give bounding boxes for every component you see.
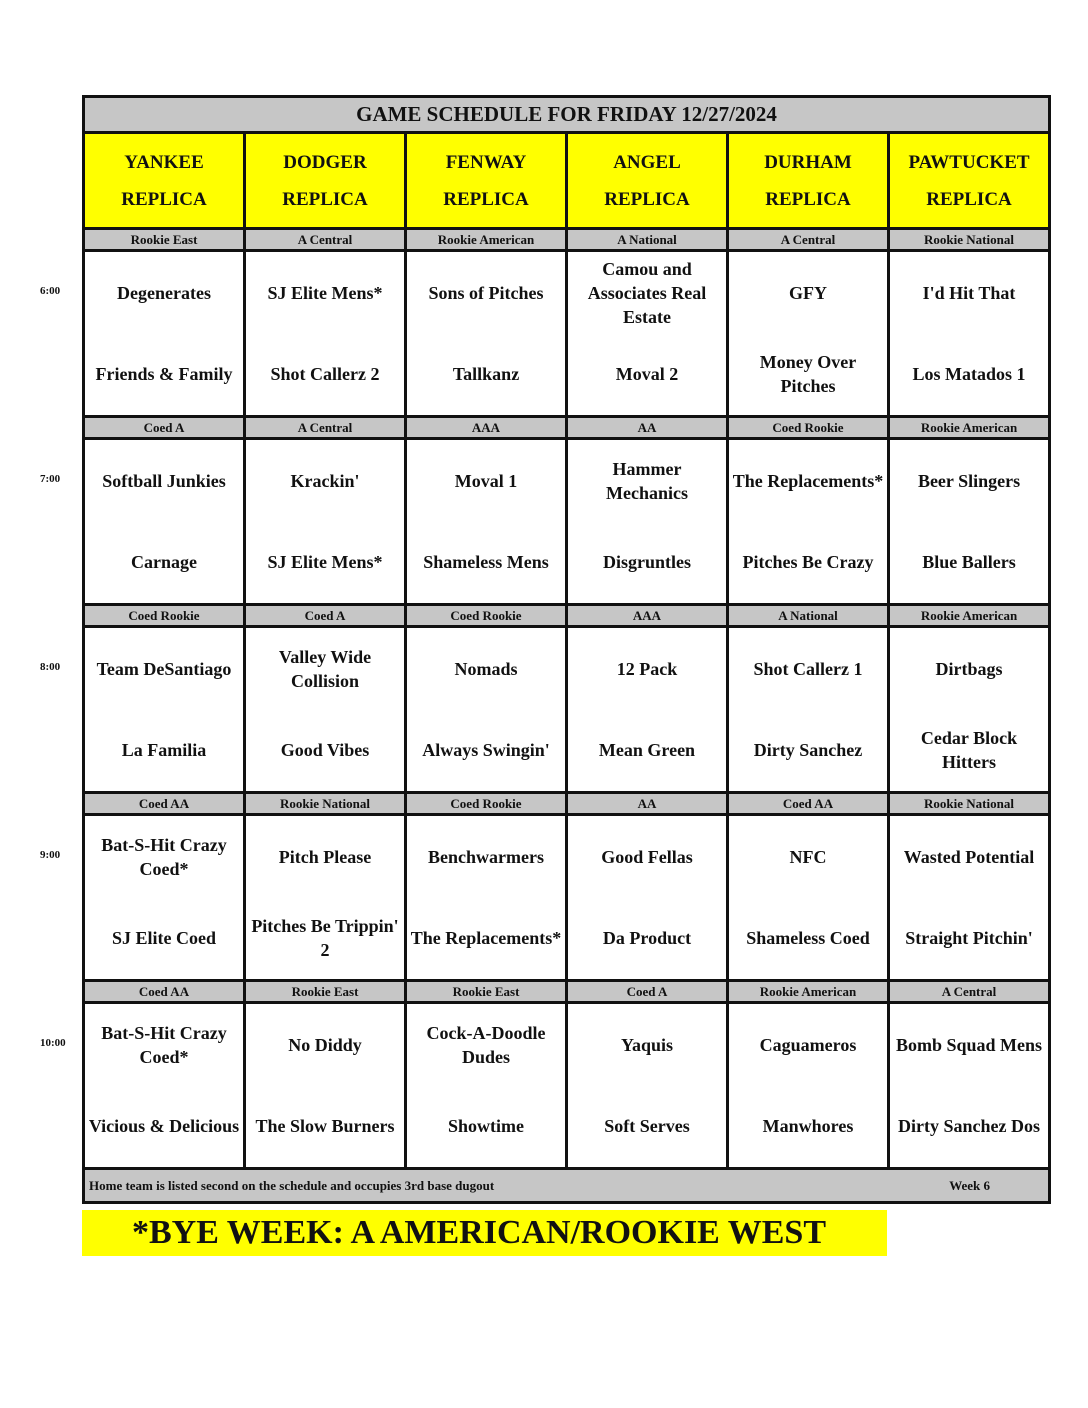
away-team-cell: I'd Hit That <box>889 251 1050 334</box>
home-team-row <box>84 334 1050 417</box>
division-cell: Rookie East <box>245 981 406 1003</box>
away-team-cell: Bomb Squad Mens <box>889 1003 1050 1086</box>
schedule-title: GAME SCHEDULE FOR FRIDAY 12/27/2024 <box>84 97 1050 133</box>
home-team-cell: Friends & Family <box>84 334 245 417</box>
division-row <box>84 981 1050 1003</box>
home-team-cell: Vicious & Delicious <box>84 1086 245 1169</box>
home-team-cell: Showtime <box>406 1086 567 1169</box>
division-cell: A National <box>728 605 889 627</box>
home-team-cell: Los Matados 1 <box>889 334 1050 417</box>
division-cell: Rookie American <box>889 417 1050 439</box>
away-team-row <box>84 815 1050 898</box>
field-header <box>84 133 245 229</box>
away-team-cell: Krackin' <box>245 439 406 522</box>
away-team-cell: GFY <box>728 251 889 334</box>
home-team-cell: Shot Callerz 2 <box>245 334 406 417</box>
division-cell: Coed AA <box>84 793 245 815</box>
title-row <box>84 97 1050 133</box>
home-team-row <box>84 522 1050 605</box>
home-team-cell: La Familia <box>84 710 245 793</box>
division-cell: Rookie American <box>889 605 1050 627</box>
division-cell: AA <box>567 793 728 815</box>
away-team-cell: Softball Junkies <box>84 439 245 522</box>
schedule-table <box>82 95 1051 1204</box>
away-team-cell: Bat-S-Hit Crazy Coed* <box>84 815 245 898</box>
division-cell: Rookie National <box>889 229 1050 251</box>
time-slot-label: 10:00 <box>40 1037 66 1049</box>
home-team-cell: Tallkanz <box>406 334 567 417</box>
division-cell: Rookie National <box>889 793 1050 815</box>
home-team-cell: Money Over Pitches <box>728 334 889 417</box>
division-row <box>84 605 1050 627</box>
footer-row <box>84 1169 1050 1203</box>
field-name: ANGEL <box>613 151 681 173</box>
away-team-cell: Bat-S-Hit Crazy Coed* <box>84 1003 245 1086</box>
home-team-cell: The Slow Burners <box>245 1086 406 1169</box>
division-cell: AA <box>567 417 728 439</box>
division-cell: AAA <box>406 417 567 439</box>
away-team-cell: Good Fellas <box>567 815 728 898</box>
home-team-cell: Dirty Sanchez <box>728 710 889 793</box>
home-team-cell: Carnage <box>84 522 245 605</box>
away-team-cell: Beer Slingers <box>889 439 1050 522</box>
away-team-cell: Camou and Associates Real Estate <box>567 251 728 334</box>
division-cell: Rookie East <box>84 229 245 251</box>
week-label: Week 6 <box>949 1177 991 1193</box>
away-team-cell: Shot Callerz 1 <box>728 627 889 710</box>
home-team-cell: Straight Pitchin' <box>889 898 1050 981</box>
away-team-cell: Hammer Mechanics <box>567 439 728 522</box>
away-team-row <box>84 627 1050 710</box>
field-sub: REPLICA <box>765 188 851 210</box>
field-name: DODGER <box>283 151 367 173</box>
home-team-cell: Da Product <box>567 898 728 981</box>
division-cell: Coed Rookie <box>84 605 245 627</box>
away-team-cell: Moval 1 <box>406 439 567 522</box>
division-cell: Coed A <box>567 981 728 1003</box>
field-name: FENWAY <box>445 151 527 173</box>
away-team-cell: Pitch Please <box>245 815 406 898</box>
division-cell: Coed A <box>84 417 245 439</box>
home-team-cell: Dirty Sanchez Dos <box>889 1086 1050 1169</box>
division-cell: A Central <box>889 981 1050 1003</box>
division-cell: A Central <box>245 417 406 439</box>
home-team-row <box>84 1086 1050 1169</box>
division-cell: Rookie East <box>406 981 567 1003</box>
field-sub: REPLICA <box>926 188 1012 210</box>
away-team-cell: SJ Elite Mens* <box>245 251 406 334</box>
away-team-row <box>84 439 1050 522</box>
away-team-row <box>84 251 1050 334</box>
field-header <box>406 133 567 229</box>
home-team-cell: Mean Green <box>567 710 728 793</box>
home-team-note: Home team is listed second on the schedule and occupies 3rd base dugout <box>89 1177 495 1193</box>
time-slot-label: 9:00 <box>40 849 61 861</box>
field-name: YANKEE <box>124 151 204 173</box>
home-team-cell: Pitches Be Crazy <box>728 522 889 605</box>
division-cell: A Central <box>245 229 406 251</box>
division-cell: Coed AA <box>84 981 245 1003</box>
division-cell: Rookie American <box>406 229 567 251</box>
field-name: PAWTUCKET <box>908 151 1030 173</box>
division-row <box>84 793 1050 815</box>
away-team-cell: Yaquis <box>567 1003 728 1086</box>
home-team-cell: Good Vibes <box>245 710 406 793</box>
division-cell: Coed Rookie <box>728 417 889 439</box>
time-slot-label: 7:00 <box>40 473 61 485</box>
footer-cell <box>84 1169 1050 1203</box>
division-row <box>84 417 1050 439</box>
away-team-cell: 12 Pack <box>567 627 728 710</box>
away-team-cell: Cock-A-Doodle Dudes <box>406 1003 567 1086</box>
field-name: DURHAM <box>764 151 852 173</box>
division-cell: A Central <box>728 229 889 251</box>
away-team-cell: The Replacements* <box>728 439 889 522</box>
away-team-row <box>84 1003 1050 1086</box>
division-cell: Coed Rookie <box>406 793 567 815</box>
away-team-cell: Nomads <box>406 627 567 710</box>
away-team-cell: Valley Wide Collision <box>245 627 406 710</box>
home-team-cell: Soft Serves <box>567 1086 728 1169</box>
field-header-row <box>84 133 1050 229</box>
home-team-cell: The Replacements* <box>406 898 567 981</box>
division-row <box>84 229 1050 251</box>
home-team-cell: SJ Elite Mens* <box>245 522 406 605</box>
field-header <box>889 133 1050 229</box>
field-sub: REPLICA <box>282 188 368 210</box>
division-cell: AAA <box>567 605 728 627</box>
home-team-cell: Blue Ballers <box>889 522 1050 605</box>
home-team-cell: Manwhores <box>728 1086 889 1169</box>
home-team-cell: Always Swingin' <box>406 710 567 793</box>
division-cell: A National <box>567 229 728 251</box>
home-team-cell: Moval 2 <box>567 334 728 417</box>
division-cell: Rookie National <box>245 793 406 815</box>
time-slot-label: 6:00 <box>40 285 61 297</box>
home-team-cell: Shameless Mens <box>406 522 567 605</box>
home-team-row <box>84 898 1050 981</box>
field-header <box>567 133 728 229</box>
away-team-cell: Wasted Potential <box>889 815 1050 898</box>
home-team-cell: Disgruntles <box>567 522 728 605</box>
field-sub: REPLICA <box>121 188 207 210</box>
field-header <box>728 133 889 229</box>
away-team-cell: Caguameros <box>728 1003 889 1086</box>
field-header <box>245 133 406 229</box>
away-team-cell: Dirtbags <box>889 627 1050 710</box>
home-team-cell: Cedar Block Hitters <box>889 710 1050 793</box>
home-team-cell: Shameless Coed <box>728 898 889 981</box>
field-sub: REPLICA <box>604 188 690 210</box>
time-slot-label: 8:00 <box>40 661 61 673</box>
home-team-cell: Pitches Be Trippin' 2 <box>245 898 406 981</box>
away-team-cell: Degenerates <box>84 251 245 334</box>
field-sub: REPLICA <box>443 188 529 210</box>
division-cell: Coed Rookie <box>406 605 567 627</box>
away-team-cell: Team DeSantiago <box>84 627 245 710</box>
home-team-row <box>84 710 1050 793</box>
division-cell: Coed A <box>245 605 406 627</box>
division-cell: Coed AA <box>728 793 889 815</box>
away-team-cell: Benchwarmers <box>406 815 567 898</box>
home-team-cell: SJ Elite Coed <box>84 898 245 981</box>
away-team-cell: NFC <box>728 815 889 898</box>
away-team-cell: Sons of Pitches <box>406 251 567 334</box>
away-team-cell: No Diddy <box>245 1003 406 1086</box>
division-cell: Rookie American <box>728 981 889 1003</box>
bye-week-banner: *BYE WEEK: A AMERICAN/ROOKIE WEST <box>82 1210 887 1256</box>
